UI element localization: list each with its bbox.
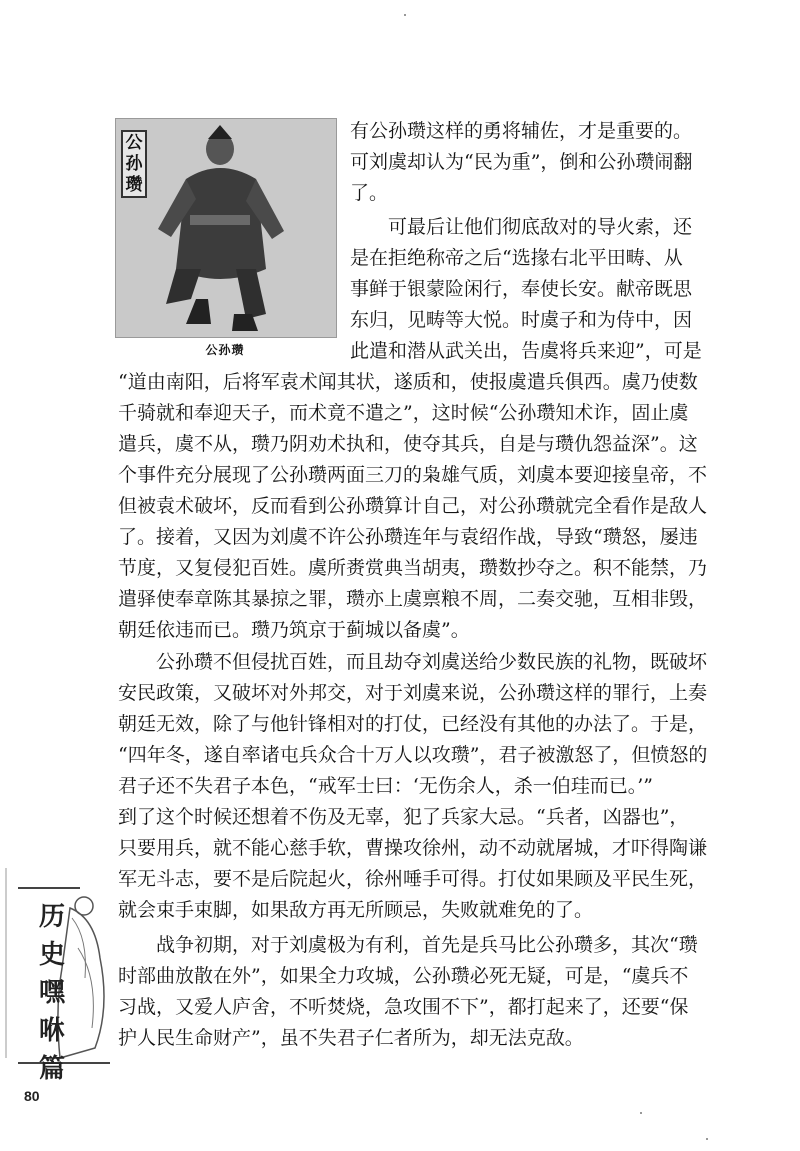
side-title-char: 历 [38, 902, 65, 932]
side-title-char: 史 [38, 940, 65, 970]
text-line: 朝廷依违而已。瓒乃筑京于蓟城以备虞”。 [118, 619, 470, 641]
figure-caption: 公孙瓒 [205, 343, 245, 357]
text-line: 安民政策，又破坏对外邦交，对于刘虞来说，公孙瓒这样的罪行，上奏 [118, 682, 708, 704]
text-line: 君子还不失君子本色，“戒军士曰：‘无伤余人，杀一伯珪而已。’” [118, 775, 654, 797]
scan-speck [404, 14, 406, 16]
text-line: 了。 [350, 182, 389, 204]
text-line: 遣兵，虞不从，瓒乃阴劝术执和，使夺其兵，自是与瓒仇怨益深”。这 [118, 433, 698, 455]
text-line: 公孙瓒不但侵扰百姓，而且劫夺刘虞送给少数民族的礼物，既破坏 [118, 651, 708, 673]
text-line: 了。接着，又因为刘虞不许公孙瓒连年与袁绍作战，导致“瓒怒，屡违 [118, 526, 698, 548]
text-line: 千骑就和奉迎天子，而术竟不遣之”，这时候“公孙瓒知术诈，固止虞 [118, 402, 689, 424]
text-line: 战争初期，对于刘虞极为有利，首先是兵马比公孙瓒多，其次“瓒 [118, 934, 698, 956]
page-number: 80 [24, 1088, 40, 1104]
text-line: 个事件充分展现了公孙瓒两面三刀的枭雄气质，刘虞本要迎接皇帝，不 [118, 464, 708, 486]
side-title-char: 篇 [38, 1054, 65, 1084]
text-line: 朝廷无效，除了与他针锋相对的打仗，已经没有其他的办法了。于是， [118, 713, 708, 735]
text-line: 是在拒绝称帝之后“选掾右北平田畴、从 [350, 247, 683, 269]
text-line: 护人民生命财产”，虽不失君子仁者所为，却无法克敌。 [118, 1027, 584, 1049]
text-line: 节度，又复侵犯百姓。虞所赉赏典当胡夷，瓒数抄夺之。积不能禁，乃 [118, 557, 708, 579]
seal-text: 公孙瓒 [125, 133, 143, 195]
side-title [32, 898, 72, 1088]
portrait-illustration [115, 118, 337, 338]
text-line: “四年冬，遂自率诸屯兵众合十万人以攻瓒”，君子被激怒了，但愤怒的 [118, 744, 708, 766]
text-line: 时部曲放散在外”，如果全力攻城，公孙瓒必死无疑，可是，“虞兵不 [118, 965, 689, 987]
text-line: 但被袁术破坏，反而看到公孙瓒算计自己，对公孙瓒就完全看作是敌人 [118, 495, 708, 517]
text-line: 习战，又爱人庐舍，不听焚烧，急攻围不下”，都打起来了，还要“保 [118, 996, 689, 1018]
text-line: 军无斗志，要不是后院起火，徐州唾手可得。打仗如果顾及平民生死， [118, 868, 708, 890]
side-title-char: 嘿 [38, 978, 65, 1008]
text-line: 遣驿使奉章陈其暴掠之罪，瓒亦上虞禀粮不周，二奏交驰，互相非毁， [118, 588, 708, 610]
text-line: 有公孙瓒这样的勇将辅佐，才是重要的。 [350, 120, 693, 142]
text-line: 事鲜于银蒙险闲行，奉使长安。献帝既思 [350, 278, 693, 300]
text-line: 东归，见畴等大悦。时虞子和为侍中，因 [350, 309, 693, 331]
scan-speck [706, 1138, 708, 1140]
text-line: 到了这个时候还想着不伤及无辜，犯了兵家大忌。“兵者，凶器也”， [118, 806, 689, 828]
text-line: 可刘虞却认为“民为重”，倒和公孙瓒闹翻 [350, 151, 693, 173]
text-line: 可最后让他们彻底敌对的导火索，还 [350, 216, 693, 238]
text-line: 只要用兵，就不能心慈手软，曹操攻徐州，动不动就屠城，才吓得陶谦 [118, 837, 708, 859]
scan-speck [640, 1112, 642, 1114]
text-line: 就会束手束脚，如果敌方再无所顾忌，失败就难免的了。 [118, 899, 594, 921]
text-line: 此遣和潜从武关出，告虞将兵来迎”，可是 [350, 340, 702, 362]
warrior-figure-icon [116, 119, 336, 337]
side-title-char: 咻 [38, 1016, 65, 1046]
text-line: “道由南阳，后将军袁术闻其状，遂质和，使报虞遣兵俱西。虞乃使数 [118, 371, 698, 393]
